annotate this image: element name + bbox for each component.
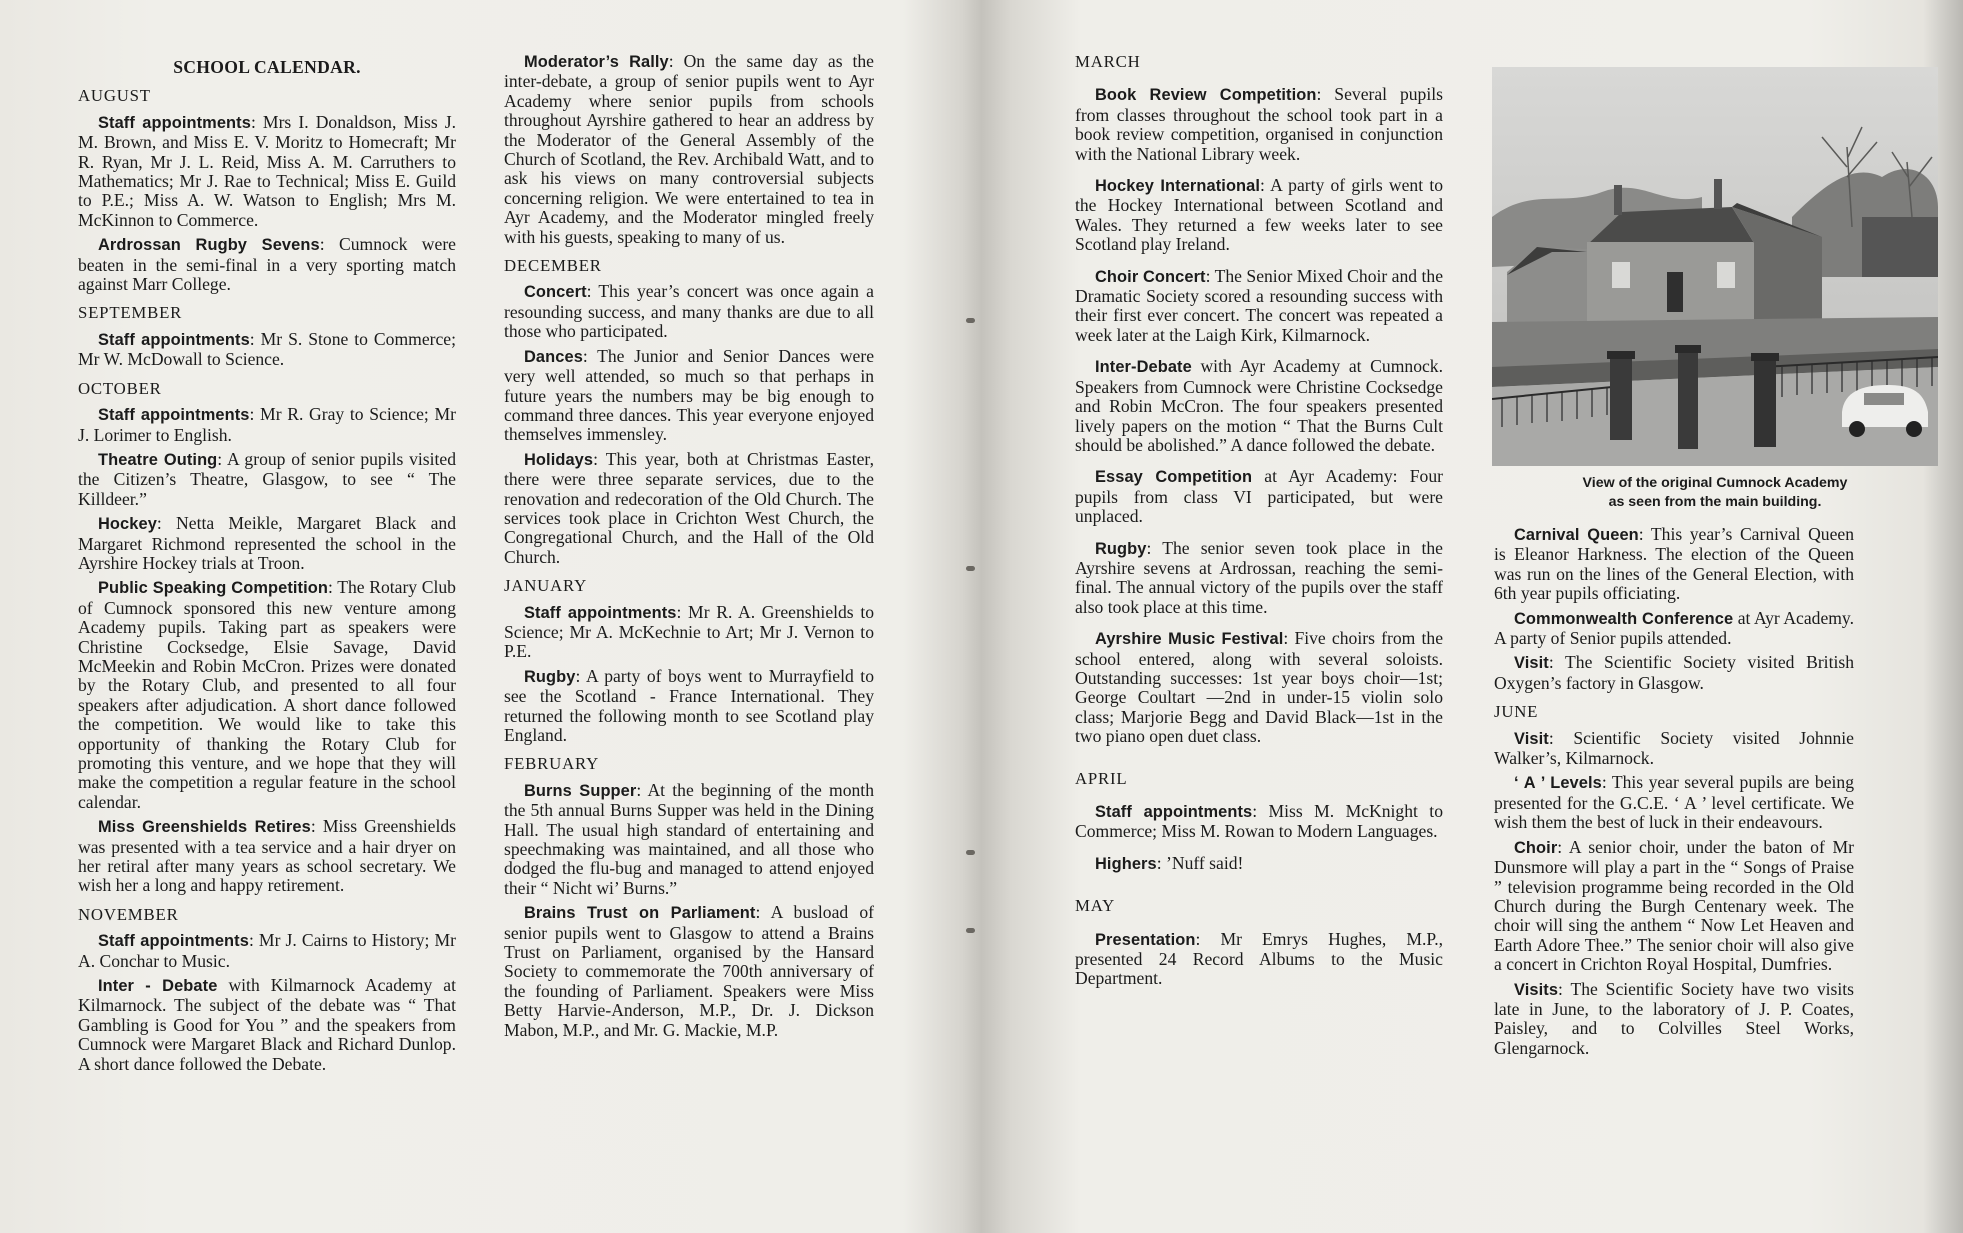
entry-text: : Miss Greenshields was presented with a tea service and a hair dryer on her retiral after many years as school secretary. We wish her a long and happy retirement. [78, 816, 456, 896]
entry-text: : This year’s Carnival Queen is Eleanor Harkness. The election of the Queen was run on the lines of the General Election, with 6th year pupils officiating. [1494, 524, 1854, 604]
calendar-entry [78, 817, 456, 896]
staple-hole [966, 318, 975, 323]
entry-text: : This year’s concert was once again a resounding success, and many thanks are due to all those who participated. [504, 281, 874, 342]
calendar-entry [78, 931, 456, 971]
entry-text: : Five choirs from the school entered, along with several soloists. Outstanding successes: 1st year boys choir—1st; George Coultart —2nd in under-15 violin solo class; Marjorie Begg and David Black—1st in the two piano open duet class. [1075, 628, 1443, 747]
entry-text: : The Scientific Society visited British Oxygen’s factory in Glasgow. [1494, 652, 1854, 693]
entry-text: : Cumnock were beaten in the semi-final in a very sporting match against Marr College. [78, 234, 456, 295]
calendar-title: SCHOOL CALENDAR. [173, 57, 361, 77]
calendar-entry [504, 347, 874, 445]
entry-heading: Staff appointments [98, 113, 251, 132]
left-page-column-2 [504, 52, 874, 1045]
entry-heading: Ayrshire Music Festival [1095, 630, 1284, 649]
entry-heading: Highers [1095, 854, 1157, 873]
calendar-entry [1494, 653, 1854, 693]
entry-heading: Carnival Queen [1514, 526, 1639, 544]
entry-text: at Ayr Academy. A party of Senior pupils attended. [1494, 607, 1854, 649]
entry-text: : The Scientific Society have two visits late in June, to the laboratory of J. P. Coates, Paisley, and to Colvilles Steel Works, Glengarnock. [1494, 978, 1854, 1058]
entry-heading: Burns Supper [524, 781, 637, 800]
calendar-entry [1075, 267, 1443, 346]
left-page-column-1 [78, 0, 456, 1079]
calendar-entry [1075, 854, 1443, 874]
calendar-entry [1494, 838, 1854, 975]
month-heading: FEBRUARY [504, 754, 599, 774]
calendar-entry [78, 450, 456, 509]
calendar-entry [504, 450, 874, 567]
calendar-entry [78, 578, 456, 812]
calendar-entry [1075, 176, 1443, 255]
entry-heading: Inter-Debate [1095, 358, 1192, 377]
calendar-entry [78, 330, 456, 370]
calendar-entry [78, 976, 456, 1074]
calendar-entry [1494, 773, 1854, 832]
calendar-entry [1075, 930, 1443, 989]
right-page-column-1 [1075, 52, 1443, 1001]
month-heading: NOVEMBER [78, 904, 179, 924]
entry-heading: Staff appointments [98, 932, 249, 951]
entry-heading: Brains Trust on Parliament [524, 904, 756, 923]
calendar-entry [1075, 802, 1443, 842]
entry-heading: Essay Competition [1095, 468, 1253, 487]
entry-text: : ’Nuff said! [1156, 852, 1244, 873]
calendar-entry [1494, 525, 1854, 604]
month-heading: APRIL [1075, 768, 1128, 788]
entry-heading: Ardrossan Rugby Sevens [98, 236, 320, 255]
column-3-content [1075, 52, 1443, 989]
staple-hole [966, 928, 975, 933]
calendar-entry [78, 405, 456, 445]
entry-heading: Staff appointments [98, 406, 250, 425]
entry-heading: Public Speaking Competition [98, 579, 328, 598]
entry-text: : The Rotary Club of Cumnock sponsored this new venture among Academy pupils. Taking part as speakers were Christine Cocksedge, Elsie Savage, David McMeekin and Robin McCron. Prizes were donated by the Rotary Club, and presented to all four speakers after adjudication. A short dance followed the competition. We would like to take this opportunity of thanking the Rotary Club for promoting this venture, and we hope that they will make the competition a regular feature in the school calendar. [78, 577, 456, 812]
entry-text: : Mr R. Gray to Science; Mr J. Lorimer to English. [78, 404, 456, 445]
calendar-entry [504, 52, 874, 247]
calendar-entry [1075, 539, 1443, 618]
entry-heading: Miss Greenshields Retires [98, 818, 311, 837]
month-heading: OCTOBER [78, 378, 162, 398]
calendar-entry [1494, 729, 1854, 769]
month-heading: JANUARY [504, 576, 587, 596]
calendar-entry [504, 903, 874, 1040]
entry-text: : A group of senior pupils visited the Citizen’s Theatre, Glasgow, to see “ The Killdeer.” [78, 448, 456, 509]
month-heading: SEPTEMBER [78, 303, 183, 323]
photo-caption-line-1: View of the original Cumnock Academy [1582, 475, 1848, 491]
staple-hole [966, 566, 975, 571]
entry-text: : Mr S. Stone to Commerce; Mr W. McDowall to Science. [78, 328, 456, 370]
entry-text: : A busload of senior pupils went to Glasgow to attend a Brains Trust on Parliament, organised by the Hansard Society to commemorate the 700th anniversary of the founding of Parliament. Speakers were Miss Betty Harvie-Anderson, M.P., Dr. J. Dickson Mabon, M.P., and Mr. G. Mackie, M.P. [504, 902, 875, 1040]
entry-heading: Visits [1514, 980, 1559, 999]
entry-text: : Scientific Society visited Johnnie Walker’s, Kilmarnock. [1494, 727, 1854, 769]
entry-text: : The Senior Mixed Choir and the Dramatic Society scored a resounding success with their first ever concert. The concert was repeated a week later at the Laigh Kirk, Kilmarnock. [1075, 265, 1444, 345]
entry-heading: ‘ A ’ Levels [1514, 774, 1602, 793]
entry-heading: Visit [1514, 729, 1549, 748]
entry-heading: Choir Concert [1095, 267, 1206, 286]
entry-text: : Netta Meikle, Margaret Black and Margaret Richmond represented the school in the Ayrshire Hockey trials at Troon. [78, 513, 456, 573]
entry-heading: Visit [1514, 654, 1549, 673]
entry-heading: Hockey International [1095, 177, 1261, 196]
right-page-column-2 [1494, 525, 1854, 1063]
calendar-entry [504, 282, 874, 341]
entry-heading: Hockey [98, 515, 157, 534]
school-building-photo [1492, 67, 1938, 466]
photo-caption [1492, 474, 1938, 512]
calendar-entry [1075, 357, 1443, 455]
entry-heading: Commonwealth Conference [1514, 609, 1734, 628]
entry-text: : A party of girls went to the Hockey International between Scotland and Wales. They returned a few weeks later to see Scotland play Ireland. [1075, 175, 1443, 255]
school-building-image [1492, 67, 1938, 466]
column-2-content [504, 52, 874, 1040]
entry-heading: Dances [524, 347, 583, 366]
calendar-entry [504, 603, 874, 662]
entry-heading: Concert [524, 283, 587, 302]
calendar-entry [1075, 467, 1443, 526]
entry-heading: Choir [1514, 838, 1558, 857]
entry-heading: Presentation [1095, 930, 1196, 949]
entry-text: : At the beginning of the month the 5th annual Burns Supper was held in the Dining Hall. The usual high standard of entertaining and speechmaking was maintained, and all those who dodged the flu-bug and managed to attend enjoyed their “ Nicht wi’ Burns.” [504, 779, 874, 898]
staple-hole [966, 850, 975, 855]
entry-text: : The Junior and Senior Dances were very well attended, so much so that perhaps in future years the numbers may be big enough to command three dances. This year everyone enjoyed themselves immensley. [504, 345, 874, 445]
entry-text: : A party of boys went to Murrayfield to see the Scotland - France International. They returned the following month to see Scotland play England. [504, 665, 874, 745]
column-4-content [1494, 525, 1854, 1058]
entry-text: : The senior seven took place in the Ayrshire sevens at Ardrossan, reaching the semi-final. The annual victory of the pupils over the staff also took place at this time. [1075, 537, 1443, 617]
entry-heading: Holidays [524, 450, 594, 469]
entry-text: : Mrs I. Donaldson, Miss J. M. Brown, and Miss E. V. Moritz to Homecraft; Mr R. Ryan, Mr J. L. Reid, Miss A. M. Carruthers to Mathematics; Mr J. Rae to Technical; Miss E. Guild to P.E.; Miss A. W. Watson to English; Mrs M. McKinnon to Commerce. [78, 111, 457, 230]
entry-heading: Rugby [524, 667, 576, 686]
entry-text: : Mr Emrys Hughes, M.P., presented 24 Record Albums to the Music Department. [1075, 928, 1443, 989]
calendar-entry [504, 781, 874, 898]
calendar-entry [1075, 629, 1443, 746]
entry-text: : Mr J. Cairns to History; Mr A. Conchar to Music. [78, 930, 456, 971]
entry-heading: Book Review Competition [1095, 86, 1317, 105]
column-1-content [78, 86, 456, 1074]
entry-text: with Ayr Academy at Cumnock. Speakers from Cumnock were Christine Cocksedge and Robin McCron. The four speakers presented lively papers on the motion “ That the Burns Cult should be abolished.” A dance followed the debate. [1075, 356, 1443, 455]
entry-text: : A senior choir, under the baton of Mr Dunsmore will play a part in the “ Songs of Praise ” television programme being recorded in the Old Church during the Burgh Centenary week. The choir will sing the anthem “ Now Let Heaven and Earth Adore Thee.” The senior choir will also give a concert in Crichton Royal Hospital, Dumfries. [1494, 836, 1854, 975]
calendar-entry [78, 113, 456, 230]
calendar-entry [78, 235, 456, 294]
calendar-entry [504, 667, 874, 746]
entry-text: : Miss M. McKnight to Commerce; Miss M. Rowan to Modern Languages. [1075, 801, 1443, 842]
entry-heading: Rugby [1095, 539, 1147, 558]
month-heading: JUNE [1494, 702, 1539, 722]
entry-text: : This year, both at Christmas Easter, there were three separate services, due to the renovation and redecoration of the Old Church. The services took place in Crichton West Church, the Congregational Church, and the Hall of the Old Church. [504, 448, 874, 567]
entry-text: : This year several pupils are being presented for the G.C.E. ‘ A ’ level certificate. We wish them the best of luck in their endeavours. [1494, 772, 1854, 833]
entry-text: : Mr R. A. Greenshields to Science; Mr A. McKechnie to Art; Mr J. Vernon to P.E. [504, 601, 875, 662]
month-heading: MARCH [1075, 52, 1141, 71]
entry-text: with Kilmarnock Academy at Kilmarnock. The subject of the debate was “ That Gambling is Good for You ” and the speakers from Cumnock were Margaret Black and Richard Dunlop. A short dance followed the Debate. [78, 975, 457, 1074]
calendar-entry [1075, 85, 1443, 164]
entry-heading: Moderator’s Rally [524, 53, 669, 71]
entry-heading: Staff appointments [98, 330, 250, 349]
entry-heading: Inter - Debate [98, 977, 218, 996]
entry-heading: Theatre Outing [98, 450, 218, 469]
month-heading: AUGUST [78, 86, 151, 106]
entry-text: : Several pupils from classes throughout the school took part in a book review competition, organised in conjunction with the National Library week. [1075, 84, 1443, 164]
entry-text: at Ayr Academy: Four pupils from class VI participated, but were unplaced. [1075, 466, 1443, 527]
photo-caption-line-2: as seen from the main building. [1608, 494, 1822, 510]
calendar-entry [1494, 609, 1854, 649]
month-heading: MAY [1075, 896, 1116, 916]
calendar-entry [78, 514, 456, 573]
entry-text: : On the same day as the inter-debate, a group of senior pupils went to Ayr Academy where senior pupils from schools throughout Ayrshire gathered to hear an address by the Moderator of the General Assembly of the Church of Scotland, the Rev. Archibald Watt, and to ask his views on many controversial subjects concerning religion. We were entertained to tea in Ayr Academy, and the Moderator mingled freely with his guests, speaking to many of us. [504, 51, 874, 247]
month-heading: DECEMBER [504, 256, 602, 276]
entry-heading: Staff appointments [524, 603, 677, 622]
entry-heading: Staff appointments [1095, 803, 1253, 821]
calendar-entry [1494, 980, 1854, 1059]
